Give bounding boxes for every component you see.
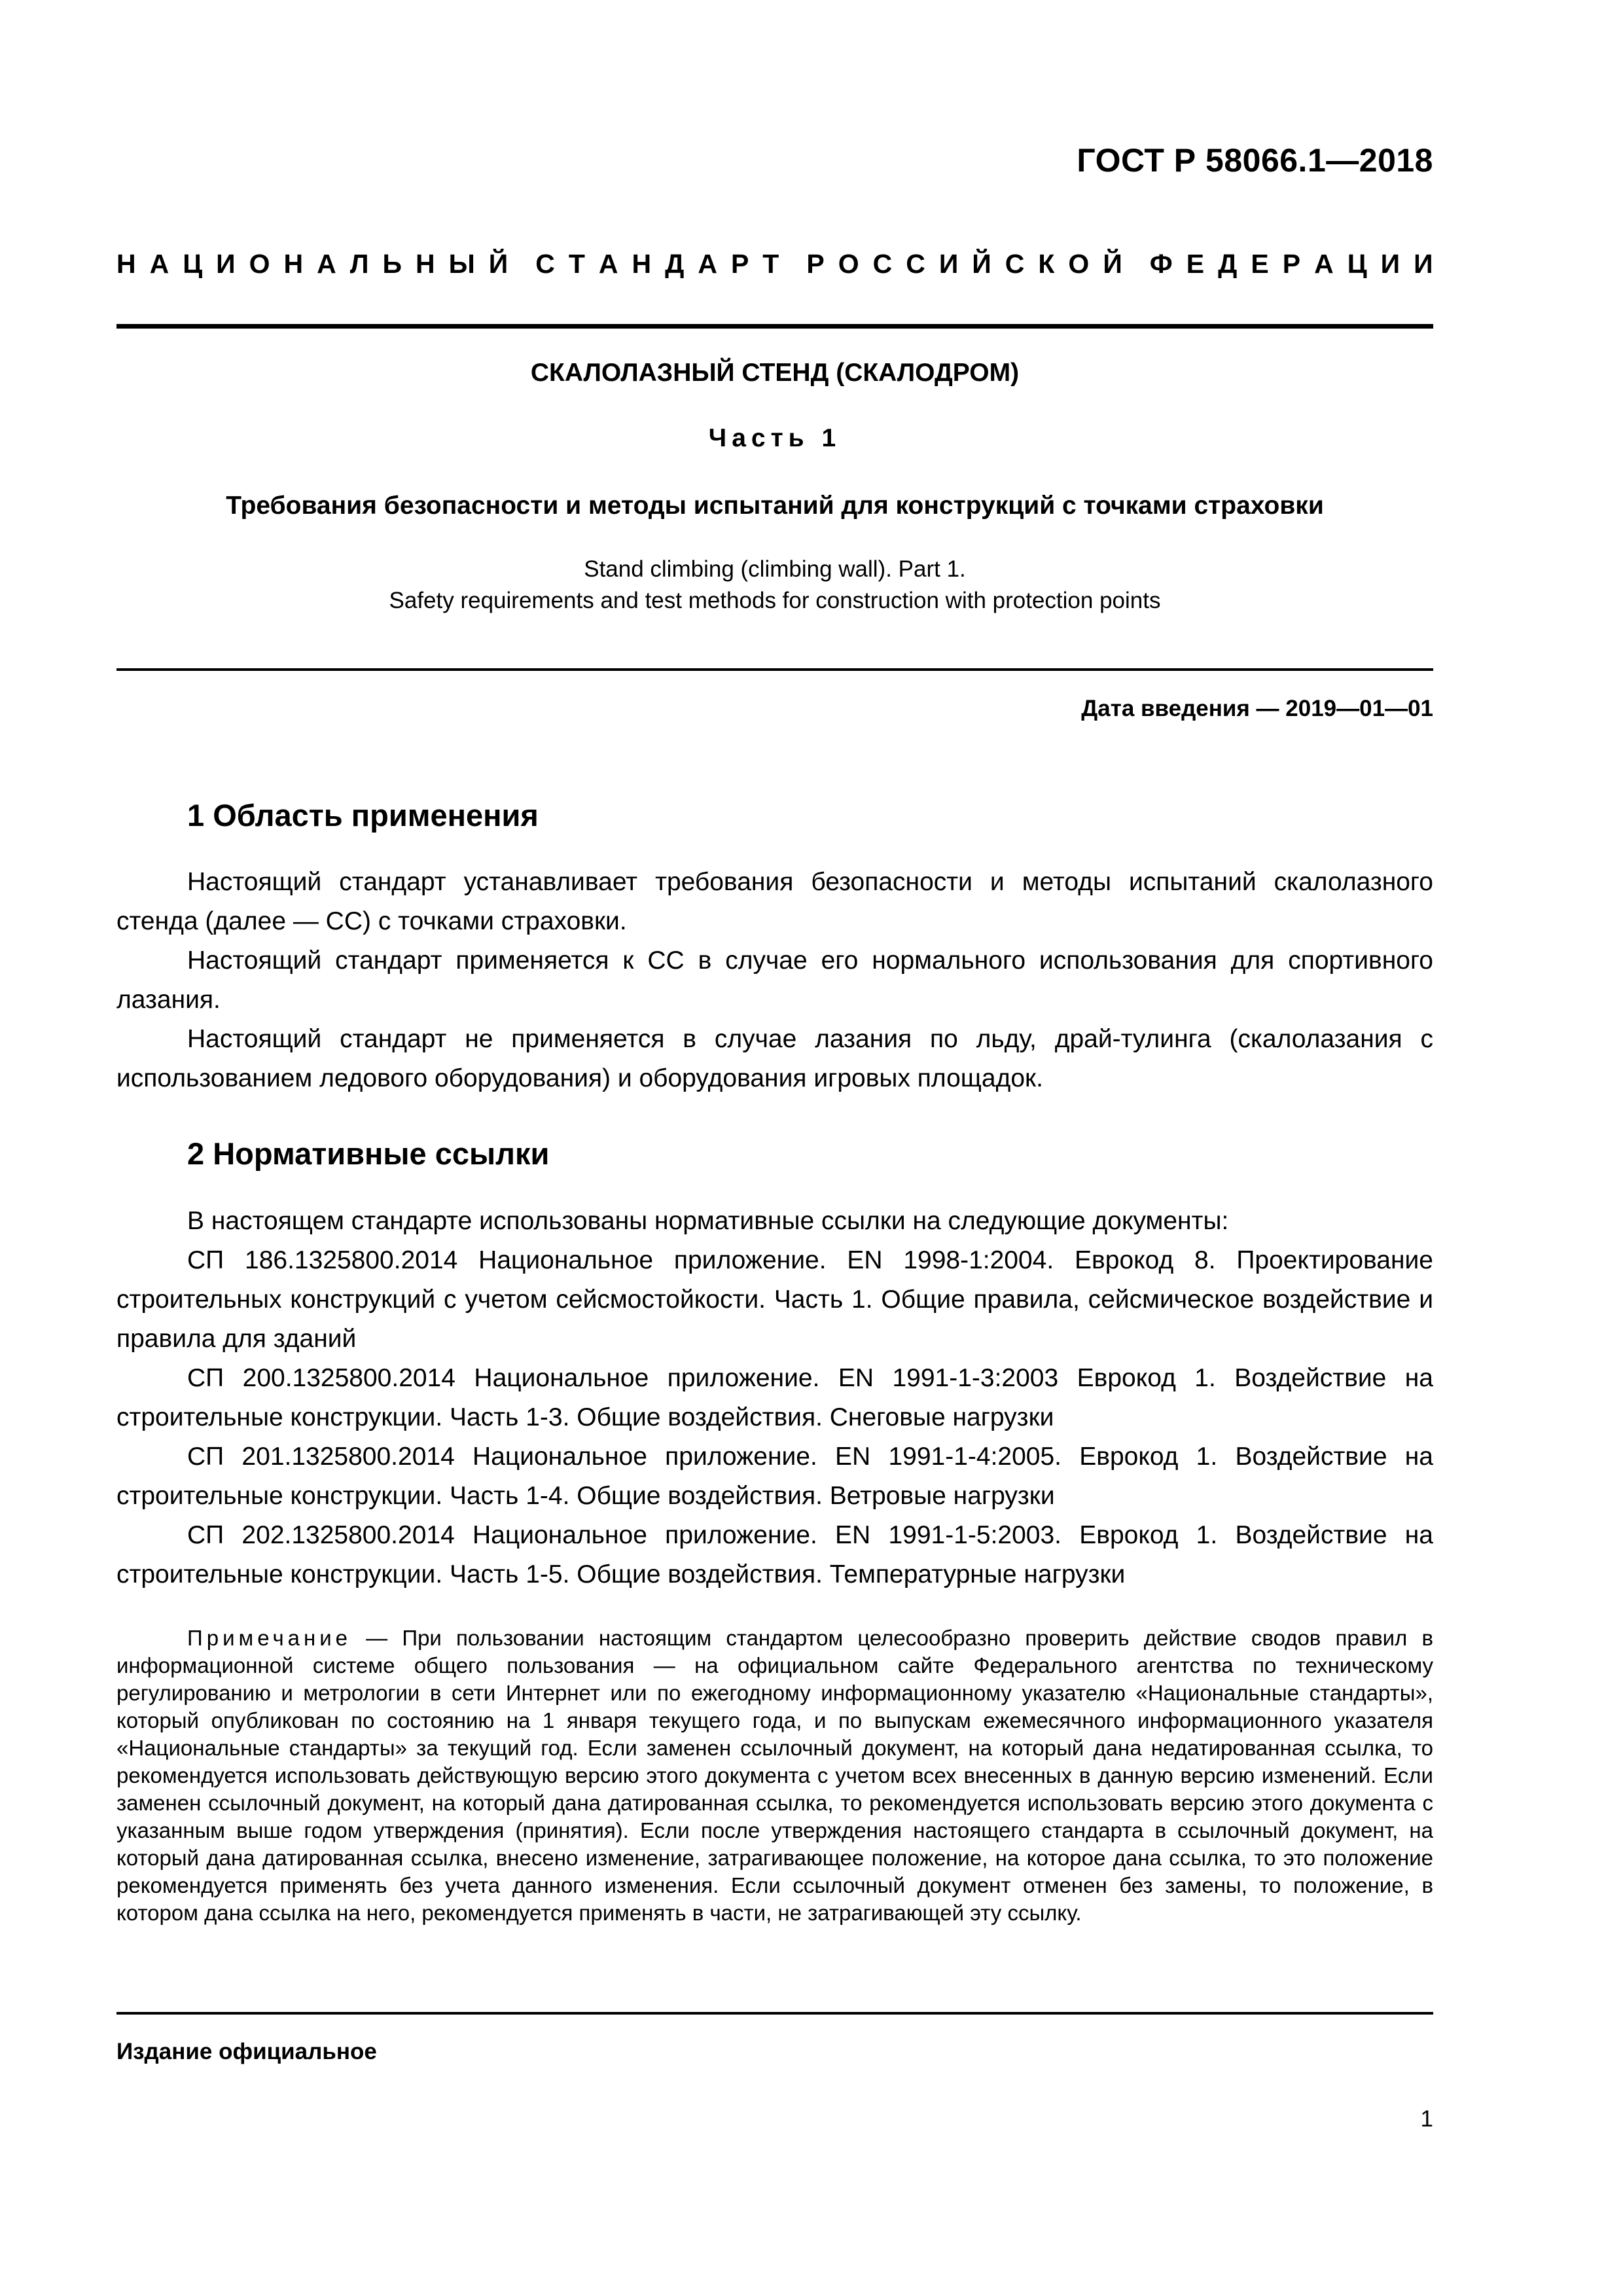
page-number: 1 xyxy=(1420,2106,1433,2132)
english-title-line-2: Safety requirements and test methods for construction with protection points xyxy=(389,588,1161,613)
heading-letter: А xyxy=(1314,249,1334,279)
note-block xyxy=(116,1624,1433,1927)
heading-letter: О xyxy=(1068,249,1090,279)
heading-letter: Е xyxy=(1251,249,1269,279)
english-title-line-1: Stand climbing (climbing wall). Part 1. xyxy=(584,556,966,582)
heading-letter: Ы xyxy=(448,249,475,279)
reference-item: СП 200.1325800.2014 Национальное приложение. EN 1991-1-3:2003 Еврокод 1. Воздействие на строительные конструкции. Часть 1-3. Общие воздействия. Снеговые нагрузки xyxy=(116,1364,1433,1431)
heading-letter: С xyxy=(872,249,893,279)
edition-label: Издание официальное xyxy=(116,2039,377,2064)
heading-letter: Ц xyxy=(1347,249,1367,279)
standard-subtitle: Требования безопасности и методы испытаний для конструкций с точками страховки xyxy=(226,492,1324,520)
heading-letter: Ц xyxy=(183,249,203,279)
heading-letter: Н xyxy=(632,249,652,279)
standard-title: СКАЛОЛАЗНЫЙ СТЕНД (СКАЛОДРОМ) xyxy=(530,359,1020,387)
heading-letter: И xyxy=(1414,249,1433,279)
heading-letter: Ь xyxy=(382,249,402,279)
heading-letter: А xyxy=(698,249,717,279)
heading-letter: Р xyxy=(806,249,825,279)
heading-letter: И xyxy=(938,249,959,279)
section-1-paragraph: Настоящий стандарт применяется к СС в случае его нормального использования для спортивного лазания. xyxy=(116,946,1433,1014)
heading-letter: И xyxy=(1380,249,1400,279)
section-1-paragraph: Настоящий стандарт не применяется в случае лазания по льду, драй-тулинга (скалолазания с использованием ледового оборудования) и оборудования игровых площадок. xyxy=(116,1025,1433,1092)
heading-letter: Й xyxy=(488,249,508,279)
section-2-paragraph: В настоящем стандарте использованы нормативные ссылки на следующие документы: xyxy=(187,1207,1229,1235)
national-standard-heading xyxy=(116,249,1433,279)
footer-divider xyxy=(116,2012,1433,2015)
header-divider xyxy=(116,324,1433,329)
heading-letter: И xyxy=(216,249,236,279)
section-1-paragraph: Настоящий стандарт устанавливает требования безопасности и методы испытаний скалолазного стенда (далее — СС) с точками страховки. xyxy=(116,868,1433,935)
title-divider xyxy=(116,668,1433,671)
reference-item: СП 201.1325800.2014 Национальное приложение. EN 1991-1-4:2005. Еврокод 1. Воздействие на строительные конструкции. Часть 1-4. Общие воздействия. Ветровые нагрузки xyxy=(116,1443,1433,1510)
reference-item: СП 202.1325800.2014 Национальное приложение. EN 1991-1-5:2003. Еврокод 1. Воздействие на строительные конструкции. Часть 1-5. Общие воздействия. Температурные нагрузки xyxy=(116,1521,1433,1588)
heading-letter: А xyxy=(149,249,169,279)
heading-letter: А xyxy=(598,249,618,279)
heading-letter: Й xyxy=(1103,249,1122,279)
heading-letter: Н xyxy=(283,249,304,279)
heading-letter: Й xyxy=(972,249,991,279)
section-2-heading: 2 Нормативные ссылки xyxy=(187,1136,550,1171)
note-label: Примечание xyxy=(187,1626,352,1650)
heading-letter: К xyxy=(1038,249,1055,279)
heading-letter: Р xyxy=(730,249,749,279)
heading-letter: О xyxy=(838,249,859,279)
heading-letter: С xyxy=(1005,249,1025,279)
reference-item: СП 186.1325800.2014 Национальное приложение. EN 1998-1:2004. Еврокод 8. Проектирование строительных конструкций с учетом сейсмостойкости. Часть 1. Общие правила, сейсмическое воздействие и правила для зданий xyxy=(116,1246,1433,1353)
heading-letter: Л xyxy=(349,249,369,279)
note-text: — При пользовании настоящим стандартом целесообразно проверить действие сводов правил в информационной системе общего пользования — на официальном сайте Федерального агентства по техническому регулированию и метрологии в сети Интернет или по ежегодному информационному указателю «Национальные стандарты», который опубликован по состоянию на 1 января текущего года, и по выпускам ежемесячного информационного указателя «Национальные стандарты» за текущий год. Если заменен ссылочный документ, на который дана недатированная ссылка, то рекомендуется использовать действующую версию этого документа с учетом всех внесенных в данную версию изменений. Если заменен ссылочный документ, на который дана датированная ссылка, то рекомендуется использовать версию этого документа с указанным выше годом утверждения (принятия). Если после утверждения настоящего стандарта в ссылочный документ, на который дана датированная ссылка, внесено изменение, затрагивающее положение, на которое дана ссылка, то это положение рекомендуется применять без учета данного изменения. Если ссылочный документ отменен без замены, то положение, в котором дана ссылка на него, рекомендуется применять в части, не затрагивающей эту ссылку. xyxy=(116,1626,1433,1925)
heading-letter: Т xyxy=(568,249,585,279)
heading-letter: С xyxy=(906,249,925,279)
heading-letter: О xyxy=(249,249,270,279)
section-1-heading: 1 Область применения xyxy=(187,798,539,833)
heading-letter: Е xyxy=(1186,249,1205,279)
heading-letter: Т xyxy=(762,249,779,279)
heading-letter: Н xyxy=(116,249,136,279)
heading-letter: Д xyxy=(1218,249,1238,279)
heading-letter: Ф xyxy=(1149,249,1173,279)
document-number: ГОСТ Р 58066.1—2018 xyxy=(1077,142,1433,179)
heading-letter: Д xyxy=(665,249,685,279)
introduction-date: Дата введения — 2019—01—01 xyxy=(1081,696,1433,721)
heading-letter: А xyxy=(317,249,336,279)
heading-letter: Р xyxy=(1282,249,1301,279)
heading-letter: С xyxy=(535,249,555,279)
part-label: Часть 1 xyxy=(708,424,842,452)
heading-letter: Н xyxy=(416,249,435,279)
